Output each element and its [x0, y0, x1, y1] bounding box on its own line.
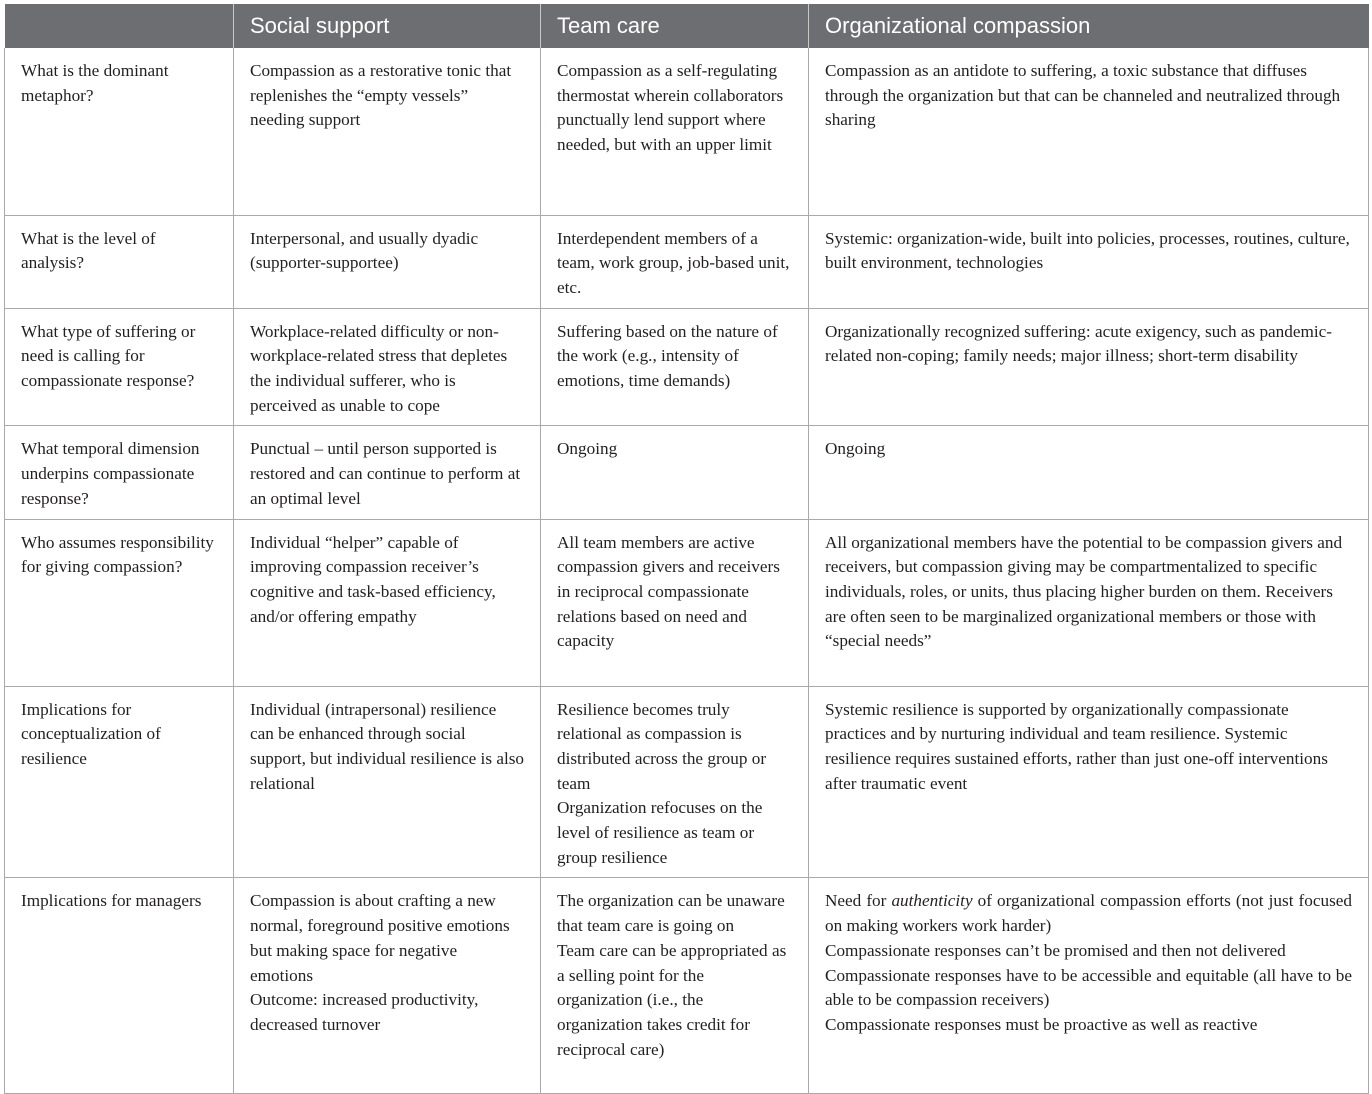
row-question: Who assumes responsibility for giving compassion? [5, 519, 234, 686]
team-care-cell [541, 686, 809, 878]
team-care-paragraph: Organization refocuses on the level of resilience as team or group resilience [557, 798, 763, 867]
row-question: What type of suffering or need is calling for compassionate response? [5, 308, 234, 426]
social-support-cell: Interpersonal, and usually dyadic (supporter-supportee) [234, 215, 541, 308]
table-row [5, 519, 1369, 686]
row-question: What temporal dimension underpins compassionate response? [5, 426, 234, 519]
team-care-cell: Compassion as a self-regulating thermostat wherein collaborators punctually lend support where needed, but with an upper limit [541, 48, 809, 215]
organizational-compassion-cell: Systemic: organization-wide, built into policies, processes, routines, culture, built environment, technologies [809, 215, 1369, 308]
table-row [5, 308, 1369, 426]
social-support-cell: Workplace-related difficulty or non-workplace-related stress that depletes the individual sufferer, who is perceived as unable to cope [234, 308, 541, 426]
organizational-compassion-paragraph: Compassionate responses must be proactive as well as reactive [825, 1014, 1258, 1034]
table-row [5, 48, 1369, 215]
table-row [5, 686, 1369, 878]
organizational-compassion-paragraph [825, 889, 1352, 938]
emphasis-text: authenticity [891, 891, 973, 911]
organizational-compassion-paragraph: Compassionate responses can’t be promised and then not delivered [825, 940, 1286, 960]
table-row [5, 426, 1369, 519]
header-social-support: Social support [234, 4, 541, 48]
organizational-compassion-cell: Systemic resilience is supported by organizationally compassionate practices and by nurturing individual and team resilience. Systemic resilience requires sustained efforts, rather than just one-off interventions after traumatic event [809, 686, 1369, 878]
social-support-cell: Individual (intrapersonal) resilience can be enhanced through social support, but individual resilience is also relational [234, 686, 541, 878]
organizational-compassion-cell [809, 878, 1369, 1094]
header-corner [5, 4, 234, 48]
organizational-compassion-paragraph: Compassionate responses have to be accessible and equitable (all have to be able to be compassion receivers) [825, 965, 1352, 1010]
organizational-compassion-cell: Compassion as an antidote to suffering, a toxic substance that diffuses through the organization but that can be channeled and neutralized through sharing [809, 48, 1369, 215]
table-row [5, 215, 1369, 308]
row-question: Implications for managers [5, 878, 234, 1094]
team-care-cell [541, 878, 809, 1094]
row-question: What is the dominant metaphor? [5, 48, 234, 215]
organizational-compassion-cell: Organizationally recognized suffering: acute exigency, such as pandemic-related non-coping; family needs; major illness; short-term disability [809, 308, 1369, 426]
team-care-cell: Suffering based on the nature of the work (e.g., intensity of emotions, time demands) [541, 308, 809, 426]
header-row [5, 4, 1369, 48]
header-team-care: Team care [541, 4, 809, 48]
social-support-cell: Punctual – until person supported is restored and can continue to perform at an optimal level [234, 426, 541, 519]
row-question: Implications for conceptualization of resilience [5, 686, 234, 878]
team-care-paragraph: Team care can be appropriated as a selling point for the organization (i.e., the organization takes credit for reciprocal care) [557, 940, 787, 1059]
team-care-cell: Interdependent members of a team, work group, job-based unit, etc. [541, 215, 809, 308]
paragraph-text: Need for [825, 891, 892, 911]
team-care-cell: Ongoing [541, 426, 809, 519]
team-care-cell: All team members are active compassion givers and receivers in reciprocal compassionate relations based on need and capacity [541, 519, 809, 686]
team-care-paragraph: Resilience becomes truly relational as compassion is distributed across the group or team [557, 699, 767, 793]
social-support-paragraph: Compassion is about crafting a new normal, foreground positive emotions but making space for negative emotions [250, 891, 510, 985]
social-support-cell: Compassion as a restorative tonic that replenishes the “empty vessels” needing support [234, 48, 541, 215]
social-support-cell [234, 878, 541, 1094]
team-care-paragraph: The organization can be unaware that team care is going on [557, 891, 785, 936]
table-row [5, 878, 1369, 1094]
header-organizational-compassion: Organizational compassion [809, 4, 1369, 48]
row-question: What is the level of analysis? [5, 215, 234, 308]
social-support-cell: Individual “helper” capable of improving compassion receiver’s cognitive and task-based efficiency, and/or offering empathy [234, 519, 541, 686]
paragraph-text: of organizational compassion efforts (not just focused on making workers work harder) [825, 891, 1352, 936]
organizational-compassion-cell: All organizational members have the potential to be compassion givers and receivers, but compassion giving may be compartmentalized to specific individuals, roles, or units, thus placing higher burden on them. Receivers are often seen to be marginalized organizational members or those with “special needs” [809, 519, 1369, 686]
comparison-table [4, 4, 1369, 1094]
social-support-paragraph: Outcome: increased productivity, decreased turnover [250, 990, 479, 1034]
organizational-compassion-cell: Ongoing [809, 426, 1369, 519]
